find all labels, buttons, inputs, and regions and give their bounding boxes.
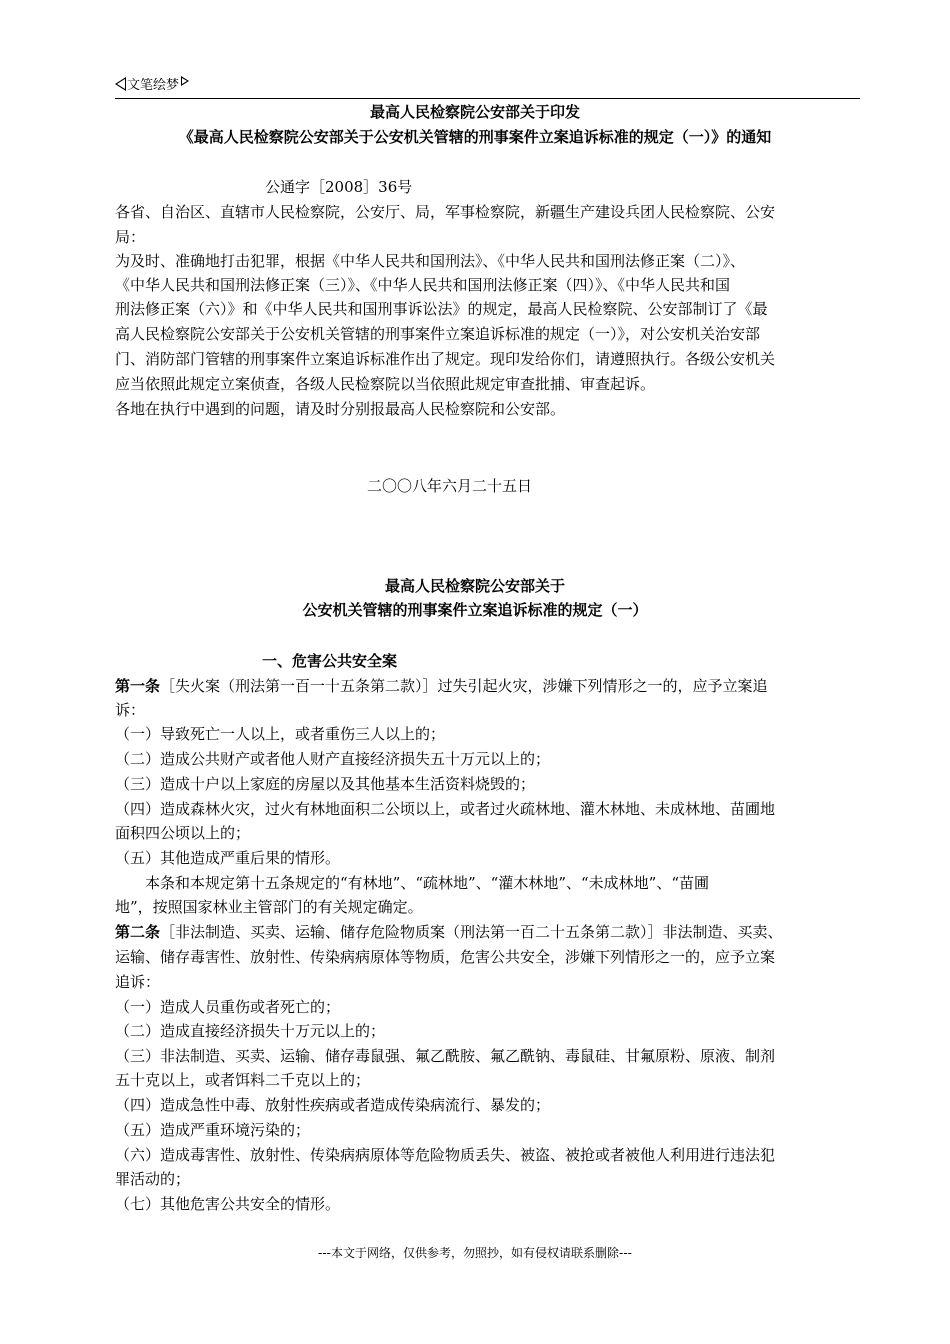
article-1-line: （一）导致死亡一人以上，或者重伤三人以上的；	[115, 725, 446, 743]
header-logo-text: 文笔绘梦	[127, 78, 180, 93]
section-heading: 一、危害公共安全案	[262, 652, 398, 670]
article-2-line: （三）非法制造、买卖、运输、储存毒鼠强、氟乙酰胺、氟乙酰钠、毒鼠硅、甘氟原粉、原液、制剂	[115, 1047, 776, 1065]
article-2-lead: ［非法制造、买卖、运输、储存危险物质案（刑法第一百二十五条第二款）］非法制造、买卖、	[160, 923, 783, 941]
article-1-first-line	[115, 674, 768, 699]
notice-title-line-1: 最高人民检察院公安部关于印发	[369, 103, 580, 121]
document-number: 公通字［2008］36号	[265, 178, 413, 196]
regulation-title-line-1: 最高人民检察院公安部关于	[384, 577, 565, 595]
article-2-first-line	[115, 920, 783, 945]
article-2-label: 第二条	[115, 923, 161, 941]
article-2-line: 罪活动的；	[115, 1170, 191, 1188]
notice-body-line: 高人民检察院公安部关于公安机关管辖的刑事案件立案追诉标准的规定（一）》，对公安机关治安部	[115, 325, 761, 343]
article-1-line: （三）造成十户以上家庭的房屋以及其他基本生活资料烧毁的；	[115, 775, 536, 793]
notice-body-line: 门、消防部门管辖的刑事案件立案追诉标准作出了规定。现印发给你们，请遵照执行。各级公安机关	[115, 350, 776, 368]
article-2-line: 运输、储存毒害性、放射性、传染病病原体等物质，危害公共安全，涉嫌下列情形之一的，应予立案	[115, 948, 776, 966]
article-2-line: （七）其他危害公共安全的情形。	[115, 1195, 341, 1213]
article-1-line: （四）造成森林火灾，过火有林地面积二公顷以上，或者过火疏林地、灌木林地、未成林地、苗圃地	[115, 800, 776, 818]
notice-body-line: 各省、自治区、直辖市人民检察院，公安厅、局，军事检察院，新疆生产建设兵团人民检察院、公安	[115, 203, 776, 221]
regulation-title-line-2: 公安机关管辖的刑事案件立案追诉标准的规定（一）	[302, 601, 648, 619]
article-1-line: 诉：	[115, 701, 146, 719]
article-2-line: （一）造成人员重伤或者死亡的；	[115, 998, 341, 1016]
notice-body-line: 应当依照此规定立案侦查，各级人民检察院以当依照此规定审查批捕、审查起诉。	[115, 375, 656, 393]
article-1-label: 第一条	[115, 677, 161, 695]
right-triangle-icon	[181, 76, 189, 86]
article-1-line: 本条和本规定第十五条规定的“有林地”、“疏林地”、“灌木林地”、“未成林地”、“苗圃	[115, 874, 710, 892]
article-2-line: （四）造成急性中毒、放射性疾病或者造成传染病流行、暴发的；	[115, 1096, 551, 1114]
article-2-line: （五）造成严重环境污染的；	[115, 1121, 311, 1139]
article-2-line: 追诉：	[115, 973, 161, 991]
header-logo	[115, 76, 189, 95]
article-2-line: 五十克以上，或者饵料二千克以上的；	[115, 1071, 371, 1089]
page-header	[115, 76, 860, 99]
notice-body-line: 刑法修正案（六）》和《中华人民共和国刑事诉讼法》的规定，最高人民检察院、公安部制订了《最	[115, 300, 768, 318]
notice-body-line: 为及时、准确地打击犯罪，根据《中华人民共和国刑法》、《中华人民共和国刑法修正案（二）》、	[115, 252, 746, 270]
article-1-line: （二）造成公共财产或者他人财产直接经济损失五十万元以上的；	[115, 750, 551, 768]
notice-body-line: 《中华人民共和国刑法修正案（三）》、《中华人民共和国刑法修正案（四）》、《中华人民共和国	[115, 276, 731, 294]
article-1-lead: ［失火案（刑法第一百一十五条第二款）］过失引起火灾，涉嫌下列情形之一的，应予立案追	[160, 677, 768, 695]
article-1-line: 地”，按照国家林业主管部门的有关规定确定。	[115, 898, 423, 916]
article-2-line: （二）造成直接经济损失十万元以上的；	[115, 1022, 386, 1040]
notice-title-line-2: 《最高人民检察院公安部关于公安机关管辖的刑事案件立案追诉标准的规定（一）》的通知	[178, 128, 772, 146]
page-footer: ---本文于网络，仅供参考，勿照抄，如有侵权请联系删除---	[318, 1246, 632, 1260]
article-1-line: （五）其他造成严重后果的情形。	[115, 849, 341, 867]
article-1-line: 面积四公顷以上的；	[115, 824, 251, 842]
notice-date: 二〇〇八年六月二十五日	[367, 477, 533, 495]
left-triangle-icon	[115, 77, 126, 91]
article-2-line: （六）造成毒害性、放射性、传染病病原体等危险物质丢失、被盗、被抢或者被他人利用进行违法犯	[115, 1146, 776, 1164]
notice-body-line: 各地在执行中遇到的问题，请及时分别报最高人民检察院和公安部。	[115, 400, 566, 418]
notice-body-line: 局：	[115, 228, 146, 246]
